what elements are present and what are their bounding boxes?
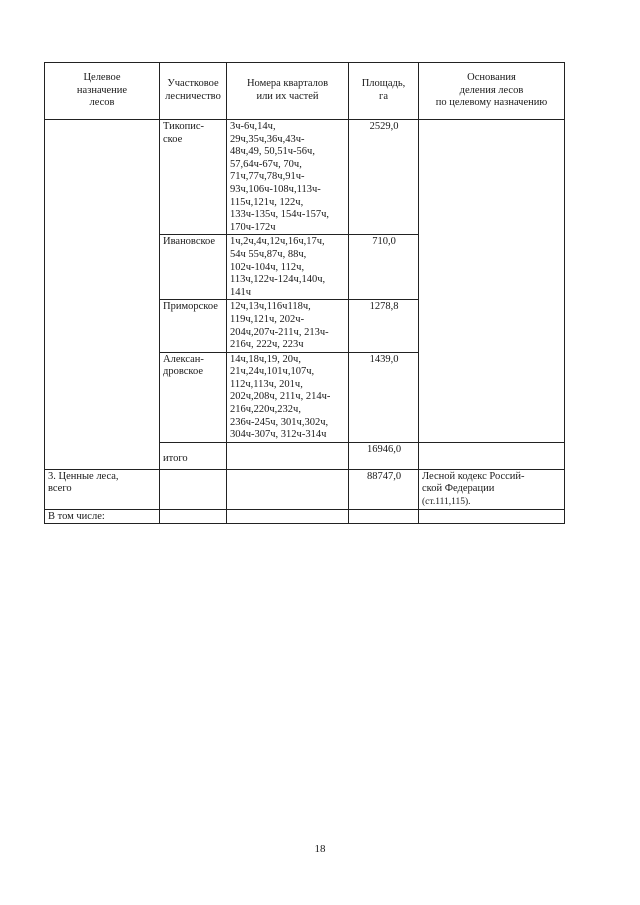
quarters-cell: 14ч,18ч,19, 20ч, 21ч,24ч,101ч,107ч, 112ч,113ч, 201ч, 202ч,208ч, 211ч, 214ч- 216ч,220ч,232ч, 236ч-245ч, 301ч,302ч, 304ч-307ч, 312ч-314ч bbox=[227, 352, 349, 442]
including-row bbox=[45, 509, 565, 524]
basis-cell-empty bbox=[419, 120, 565, 443]
forestry-cell: Алексан- дровское bbox=[160, 352, 227, 442]
page-number: 18 bbox=[314, 843, 326, 855]
forestry-cell: Приморское bbox=[160, 300, 227, 352]
table-header-row bbox=[45, 63, 565, 120]
forestry-cell-empty bbox=[160, 469, 227, 509]
quarters-cell: 1ч,2ч,4ч,12ч,16ч,17ч, 54ч 55ч,87ч, 88ч, 102ч-104ч, 112ч, 113ч,122ч-124ч,140ч, 141ч bbox=[227, 235, 349, 300]
valuable-forests-label: 3. Ценные леса, всего bbox=[45, 469, 160, 509]
total-area: 16946,0 bbox=[349, 442, 419, 469]
empty-cell bbox=[227, 509, 349, 524]
header-quarters: Номера кварталов или их частей bbox=[227, 63, 349, 120]
basis-reference: (ст.111,115). bbox=[422, 497, 471, 508]
forestry-cell: Тикопис- ское bbox=[160, 120, 227, 235]
header-basis: Основания деления лесов по целевому назначению bbox=[419, 63, 565, 120]
quarters-cell-empty bbox=[227, 442, 349, 469]
quarters-cell: 3ч-6ч,14ч, 29ч,35ч,36ч,43ч- 48ч,49, 50,51ч-56ч, 57,64ч-67ч, 70ч, 71ч,77ч,78ч,91ч- 93ч,106ч-108ч,113ч- 115ч,121ч, 122ч, 133ч-135ч, 154ч-157ч, 170ч-172ч bbox=[227, 120, 349, 235]
area-cell: 710,0 bbox=[349, 235, 419, 300]
quarters-cell-empty bbox=[227, 469, 349, 509]
area-cell: 1278,8 bbox=[349, 300, 419, 352]
header-area: Площадь, га bbox=[349, 63, 419, 120]
forestry-cell: Ивановское bbox=[160, 235, 227, 300]
header-forestry: Участковое лесничество bbox=[160, 63, 227, 120]
table-row bbox=[45, 120, 565, 235]
area-cell: 1439,0 bbox=[349, 352, 419, 442]
valuable-forests-area: 88747,0 bbox=[349, 469, 419, 509]
basis-cell-empty bbox=[419, 442, 565, 469]
valuable-forests-basis bbox=[419, 469, 565, 509]
quarters-cell: 12ч,13ч,116ч118ч, 119ч,121ч, 202ч- 204ч,207ч-211ч, 213ч- 216ч, 222ч, 223ч bbox=[227, 300, 349, 352]
header-purpose: Целевое назначение лесов bbox=[45, 63, 160, 120]
area-cell: 2529,0 bbox=[349, 120, 419, 235]
including-label: В том числе: bbox=[45, 509, 160, 524]
basis-text: Лесной кодекс Россий- ской Федерации bbox=[422, 470, 525, 495]
empty-cell bbox=[419, 509, 565, 524]
valuable-forests-row bbox=[45, 469, 565, 509]
forest-purpose-table bbox=[44, 62, 565, 524]
purpose-cell-empty bbox=[45, 120, 160, 470]
empty-cell bbox=[160, 509, 227, 524]
empty-cell bbox=[349, 509, 419, 524]
total-label: итого bbox=[160, 442, 227, 469]
